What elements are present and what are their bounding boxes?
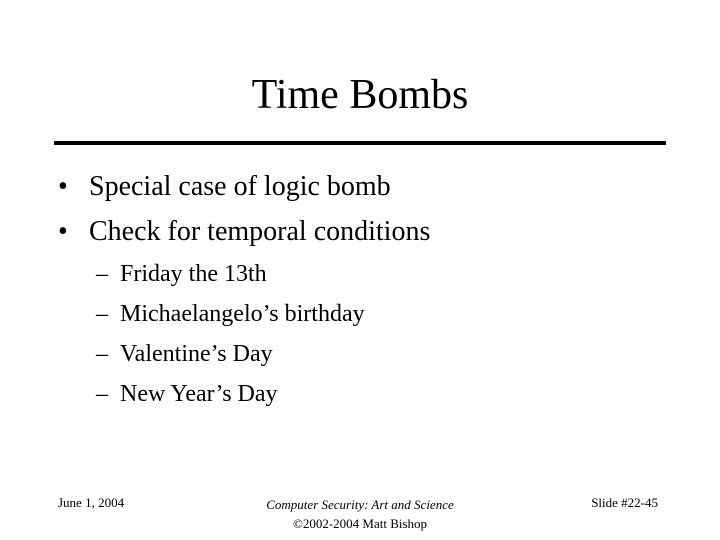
sub-bullet-text: Michaelangelo’s birthday: [120, 301, 365, 327]
footer-date: June 1, 2004: [58, 495, 125, 510]
bullet-marker: •: [58, 171, 68, 202]
footer-copyright: ©2002-2004 Matt Bishop: [292, 516, 428, 531]
slide-title: Time Bombs: [251, 72, 469, 118]
sub-bullet-item: [96, 294, 365, 334]
bullet-text: Special case of logic bomb: [89, 171, 391, 202]
sub-bullet-item: [96, 334, 365, 374]
dash-marker: –: [96, 301, 108, 327]
footer-credit: [220, 495, 500, 533]
footer-book-title: Computer Security: Art and Science: [266, 497, 454, 512]
sub-bullet-item: [96, 374, 365, 414]
bullet-item: [58, 164, 430, 209]
bullet-marker: •: [58, 216, 68, 247]
sub-bullet-item: [96, 254, 365, 294]
dash-marker: –: [96, 341, 108, 367]
sub-bullet-text: Friday the 13th: [120, 261, 267, 287]
dash-marker: –: [96, 261, 108, 287]
footer-slide-number: Slide #22-45: [591, 495, 658, 510]
sub-bullet-text: Valentine’s Day: [120, 341, 273, 367]
bullet-item: [58, 209, 430, 254]
bullet-list: [58, 164, 430, 254]
sub-bullet-list: [96, 254, 365, 414]
dash-marker: –: [96, 381, 108, 407]
title-divider: [54, 141, 666, 145]
bullet-text: Check for temporal conditions: [89, 216, 431, 247]
sub-bullet-text: New Year’s Day: [120, 381, 278, 407]
